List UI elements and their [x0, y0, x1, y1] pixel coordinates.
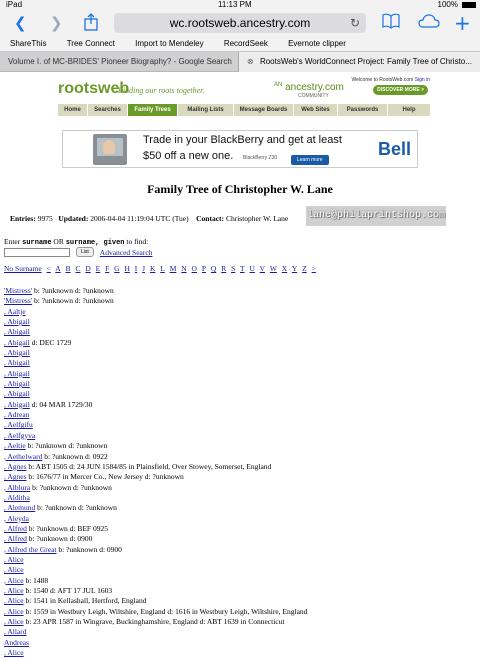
ad-subline: $50 off a new one. [143, 150, 234, 162]
url-text: wc.rootsweb.ancestry.com [169, 16, 311, 30]
person-link[interactable]: , Alfred the Great [4, 544, 57, 554]
rootsweb-logo[interactable]: rootsweb [58, 80, 130, 97]
list-item [4, 472, 474, 482]
find-post: to find: [126, 237, 149, 246]
page-content [0, 72, 480, 658]
bookmark-recordseek[interactable]: RecordSeek [223, 39, 268, 48]
ancestry-logo[interactable] [274, 82, 344, 99]
list-item [4, 534, 474, 544]
person-link[interactable]: , Alice [4, 596, 24, 606]
person-link[interactable]: , Alice [4, 575, 24, 585]
alpha-letter[interactable]: S [231, 264, 236, 273]
site-tagline: Finding our roots together. [118, 86, 205, 95]
ad-headline: Trade in your BlackBerry and get at least [143, 134, 342, 146]
alpha-letter[interactable]: C [75, 264, 81, 273]
alpha-letter[interactable]: I [134, 264, 138, 273]
advanced-search-link[interactable]: Advanced Search [99, 247, 153, 257]
person-link[interactable]: 'Mistress' [4, 286, 33, 295]
alpha-letter[interactable]: F [105, 264, 110, 273]
advertisement-banner[interactable] [62, 130, 418, 168]
person-link[interactable]: , Abigail [4, 379, 30, 389]
search-row [4, 247, 152, 257]
alpha-letter[interactable]: B [65, 264, 71, 273]
nav-home[interactable]: Home [58, 104, 88, 116]
person-link[interactable]: , Alemund [4, 503, 36, 513]
list-item [4, 410, 474, 420]
email-image: lane@philaprintshop.com [306, 206, 446, 226]
contact-value: Christopher W. Lane [225, 214, 289, 223]
find-instructions [4, 237, 148, 247]
entry-list [4, 286, 474, 658]
alphabet-index [4, 264, 319, 273]
list-item [4, 617, 474, 627]
alpha-letter[interactable]: V [259, 264, 266, 273]
status-bar [0, 0, 480, 10]
nav-message-boards[interactable]: Message Boards [234, 104, 294, 116]
person-link[interactable]: , Alice [4, 565, 24, 575]
list-item [4, 317, 474, 327]
person-link[interactable]: , Aelfgyva [4, 430, 36, 440]
person-info: d: DEC 1729 [29, 337, 72, 347]
alpha-letter[interactable]: R [221, 264, 227, 273]
list-item [4, 524, 474, 534]
welcome-label: Welcome to RootsWeb.com [351, 77, 414, 83]
entries-value: 9975 [37, 214, 53, 223]
list-item [4, 462, 474, 472]
alpha-letter[interactable]: P [201, 264, 207, 273]
list-item [4, 565, 474, 575]
updated-label: Updated: [58, 214, 89, 223]
list-item [4, 555, 474, 565]
person-link[interactable]: , Abigail [4, 317, 30, 327]
bookmark-tree-connect[interactable]: Tree Connect [66, 39, 115, 48]
person-link[interactable]: , Abigail [4, 327, 30, 337]
reload-icon[interactable]: ↻ [349, 16, 360, 30]
alpha-prev[interactable]: < [46, 264, 51, 273]
list-item [4, 607, 474, 617]
tab-strip [0, 52, 480, 72]
list-item [4, 296, 474, 306]
plus-icon[interactable]: + [454, 11, 471, 35]
list-item [4, 627, 474, 637]
alpha-letter[interactable]: X [281, 264, 288, 273]
ad-model: BlackBerry Z30 [243, 155, 278, 161]
person-link[interactable]: , Abigail [4, 399, 30, 409]
person-link[interactable]: , Abigail [4, 337, 30, 347]
person-info: b: ?unknown d: 0922 [42, 451, 108, 461]
person-info: b: 1559 in Westbury Leigh, Wiltshire, England d: 1616 in Westbury Leigh, Wiltshire, England [23, 606, 308, 616]
list-item [4, 348, 474, 358]
alpha-letter[interactable]: D [85, 264, 91, 273]
site-nav [58, 104, 430, 116]
alpha-letter[interactable]: J [142, 264, 146, 273]
list-item [4, 286, 474, 296]
person-info: b: ABT 1505 d: 24 JUN 1584/85 in Plainsfield, Over Stowey, Somerset, England [26, 461, 272, 471]
forward-chevron-icon[interactable]: ❯ [50, 14, 63, 32]
battery-icon [462, 2, 476, 8]
nav-family-trees[interactable]: Family Trees [128, 104, 178, 116]
alpha-letter[interactable]: Y [291, 264, 298, 273]
clock: 11:13 PM [218, 0, 252, 9]
alpha-letter[interactable]: N [181, 264, 187, 273]
person-link[interactable]: , Abigail [4, 368, 30, 378]
ancestry-name: ancestry.com [285, 82, 344, 93]
person-info: b: ?unknown d: ?unknown [32, 296, 114, 306]
person-info: b: 1541 in Kellashall, Hertford, England [23, 596, 147, 606]
updated-value: 2006-04-04 11:19:04 UTC (Tue) [90, 214, 189, 223]
list-item [4, 503, 474, 513]
list-item [4, 389, 474, 399]
bell-logo: Bell [377, 139, 411, 159]
device-label: iPad [6, 0, 23, 9]
person-link[interactable]: , Alice [4, 617, 24, 626]
battery-percent: 100% [437, 0, 458, 9]
phone-image [93, 134, 127, 165]
sign-in-link[interactable]: Sign in [414, 77, 430, 83]
tab-label: RootsWeb's WorldConnect Project: Family Tree of Christo... [259, 57, 472, 66]
tab-google-search[interactable] [0, 52, 238, 72]
site-header [58, 78, 430, 102]
person-info: b: ?unknown d: 0900 [26, 534, 93, 544]
list-item [4, 379, 474, 389]
person-link[interactable]: , Alice [4, 648, 24, 658]
person-info: b: ?unknown d: BEF 0925 [26, 523, 108, 533]
list-item [4, 638, 474, 648]
share-icon[interactable] [84, 13, 98, 33]
person-link[interactable]: , Alditha [4, 492, 30, 502]
cloud-icon[interactable] [418, 13, 440, 33]
browser-toolbar [0, 10, 480, 36]
bookmark-evernote[interactable]: Evernote clipper [288, 39, 346, 48]
list-item [4, 514, 474, 524]
person-link[interactable]: , Adrean [4, 410, 30, 420]
find-code-surname-given: surname, given [65, 239, 125, 247]
address-bar[interactable] [114, 13, 366, 33]
person-link[interactable]: , Abigail [4, 348, 30, 358]
list-item [4, 596, 474, 606]
bookmark-sharethis[interactable]: ShareThis [10, 39, 47, 48]
person-link[interactable]: , Alfred [4, 534, 27, 544]
learn-more-button[interactable]: Learn more [291, 155, 329, 165]
alpha-letter[interactable]: A [55, 264, 61, 273]
alpha-next[interactable]: > [311, 264, 316, 273]
nav-web-sites[interactable]: Web Sites [294, 104, 338, 116]
find-pre: Enter [4, 237, 21, 246]
person-link[interactable]: , Aeltie [4, 441, 26, 451]
person-info: b: 1488 [23, 575, 49, 585]
discover-more-button[interactable]: DISCOVER MORE > [373, 85, 428, 95]
list-item [4, 452, 474, 462]
person-info: b: ?unknown d: ?unknown [30, 482, 112, 492]
alpha-letter[interactable]: Q [210, 264, 217, 273]
person-link[interactable]: , Alice [4, 606, 24, 616]
find-or: OR [53, 237, 64, 246]
person-link[interactable]: , Alice [4, 585, 24, 595]
person-info: b: ?unknown d: ?unknown [35, 503, 117, 513]
alpha-letter[interactable]: U [249, 264, 255, 273]
person-link[interactable]: , Aaltje [4, 306, 26, 316]
person-link[interactable]: , Alfred [4, 523, 27, 533]
list-item [4, 441, 474, 451]
contact-label: Contact: [196, 214, 225, 223]
person-link[interactable]: , Agnes [4, 461, 27, 471]
alpha-letter[interactable]: L [160, 264, 165, 273]
person-info: b: 23 APR 1587 in Wingrave, Buckinghamshire, England d: ABT 1639 in Connecticut [23, 617, 285, 626]
list-item [4, 327, 474, 337]
alpha-letter[interactable]: M [169, 264, 177, 273]
person-info: b: 1676/77 in Mercer Co., New Jersey d: ?unknown [26, 472, 184, 482]
person-link[interactable]: , Alblura [4, 482, 31, 492]
person-info: b: ?unknown d: ?unknown [25, 441, 108, 451]
nav-passwords[interactable]: Passwords [338, 104, 388, 116]
back-chevron-icon[interactable]: ❮ [14, 14, 27, 32]
ancestry-prefix: AN [274, 82, 283, 88]
list-item [4, 338, 474, 348]
tab-label: Volume I. of MC-BRIDES' Pioneer Biography? - Google Search [8, 57, 232, 66]
entries-label: Entries: [10, 214, 36, 223]
alpha-letter[interactable]: Z [302, 264, 307, 273]
tree-meta [10, 214, 288, 223]
list-item [4, 545, 474, 555]
ancestry-community: COMMUNITY [298, 93, 329, 99]
person-link[interactable]: , Alice [4, 554, 24, 564]
alpha-no-surname[interactable]: No Surname [4, 264, 42, 273]
list-item [4, 483, 474, 493]
person-image [103, 140, 115, 154]
list-item [4, 493, 474, 503]
nav-mailing-lists[interactable]: Mailing Lists [178, 104, 234, 116]
list-item [4, 648, 474, 658]
list-item [4, 358, 474, 368]
page-title: Family Tree of Christopher W. Lane [147, 182, 333, 196]
nav-searches[interactable]: Searches [88, 104, 128, 116]
alpha-letter[interactable]: H [124, 264, 130, 273]
bookmarks-bar [0, 36, 480, 52]
list-item [4, 307, 474, 317]
person-link[interactable]: , Aleyda [4, 513, 29, 523]
person-info: b: ?unknown d: ?unknown [32, 286, 114, 295]
person-link[interactable]: , Aethelward [4, 451, 43, 461]
person-info: b: 1540 d: AFT 17 JUL 1603 [23, 585, 113, 595]
person-link[interactable]: , Abigail [4, 358, 30, 368]
alpha-letter[interactable]: O [191, 264, 197, 273]
alpha-letter[interactable]: K [149, 264, 156, 273]
alpha-letter[interactable]: W [269, 264, 277, 273]
close-tab-icon[interactable]: ⊗ [247, 57, 254, 66]
list-item [4, 576, 474, 586]
person-link[interactable]: Andreas [4, 637, 29, 647]
list-item [4, 420, 474, 430]
person-link[interactable]: , Aelfgifu [4, 420, 33, 430]
find-code-surname: surname [22, 239, 52, 247]
list-item [4, 586, 474, 596]
person-link[interactable]: , Abigail [4, 389, 30, 399]
book-icon[interactable] [382, 13, 400, 33]
person-info: b: ?unknown d: 0900 [56, 544, 122, 554]
list-item [4, 369, 474, 379]
person-link[interactable]: , Allard [4, 627, 27, 637]
person-info: d: 04 MAR 1729/30 [29, 399, 93, 409]
surname-search-input[interactable] [4, 248, 70, 257]
alpha-letter[interactable]: T [240, 264, 245, 273]
alpha-letter[interactable]: G [114, 264, 120, 273]
list-button[interactable]: List [76, 247, 94, 257]
person-link[interactable]: 'Mistress' [4, 296, 33, 306]
alpha-letter[interactable]: E [95, 264, 101, 273]
welcome-text [352, 77, 430, 83]
nav-help[interactable]: Help [402, 107, 416, 113]
bookmark-mendeley[interactable]: Import to Mendeley [135, 39, 204, 48]
person-link[interactable]: , Agnes [4, 472, 27, 482]
tab-rootsweb[interactable] [238, 52, 480, 72]
list-item [4, 431, 474, 441]
list-item [4, 400, 474, 410]
